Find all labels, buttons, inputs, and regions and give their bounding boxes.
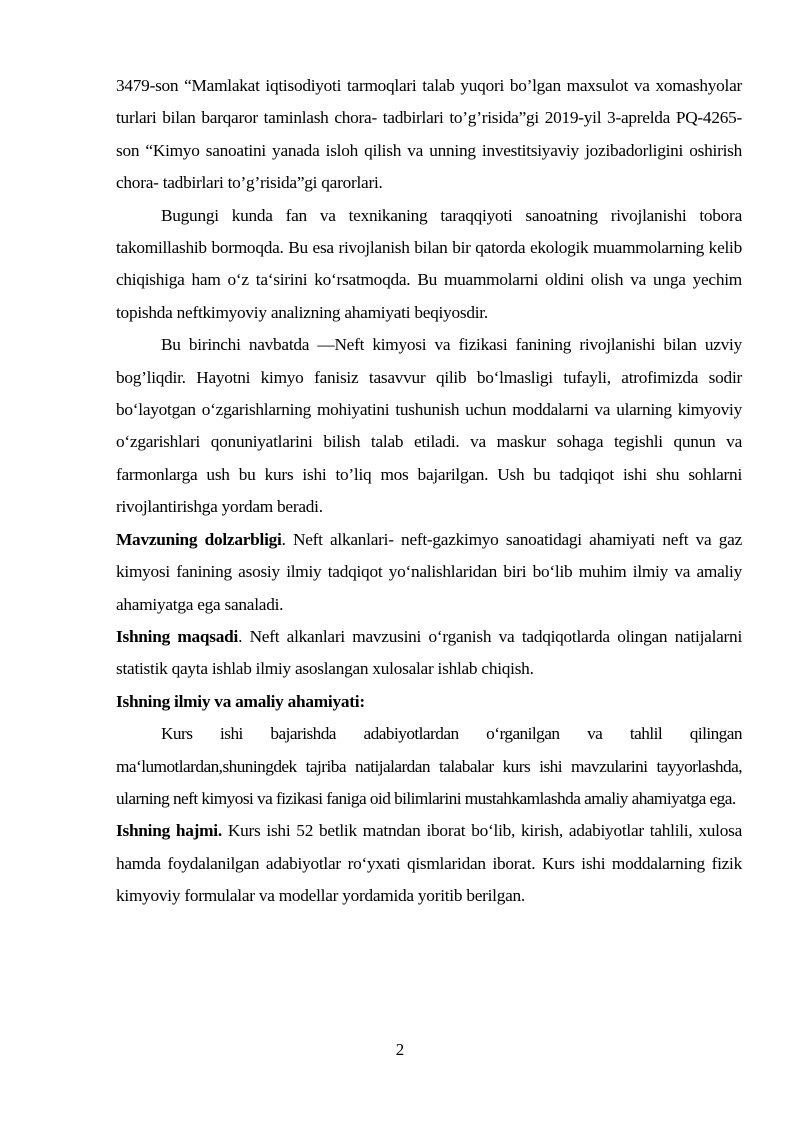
- page-number: 2: [395, 1040, 405, 1059]
- paragraph-chemistry: Bu birinchi navbatda —Neft kimyosi va fizikasi fanining rivojlanishi bilan uzviy bog’liqdir. Hayotni kimyo fanisiz tasavvur qilib bo‘lmasligi tufayli, atrofimizda sodir bo‘layotgan o‘zgarishlarning mohiyatini tushunish uchun moddalarni va ularning kimyoviy o‘zgarishlari qonuniyatlarini bilish talab etiladi. va maskur sohaga tegishli qunun va farmonlarga ush bu kurs ishi to’liq mos bajarilgan. Ush bu tadqiqot ishi shu sohlarni rivojlantirishga yordam beradi.: [116, 335, 742, 517]
- goal-text: . Neft alkanlari mavzusini o‘rganish va tadqiqotlarda olingan natijalarni statistik qayta ishlab ilmiy asoslangan xulosalar ishlab chiqish.: [116, 626, 742, 679]
- section-relevance: [116, 524, 742, 621]
- intro-paragraph: 3479-son “Mamlakat iqtisodiyoti tarmoqlari talab yuqori bo’lgan maxsulot va xomashyolar turlari bilan barqaror taminlash chora- tadbirlari to’g’risida”gi 2019-yil 3-aprelda PQ-4265-son “Kimyo sanoatini yanada isloh qilish va unning investitsiyaviy jozibadorligini oshirish chora- tadbirlari to’g’risida”gi qarorlari.: [116, 76, 742, 193]
- paragraph-progress: Bugungi kunda fan va texnikaning taraqqiyoti sanoatning rivojlanishi tobora takomillashib bormoqda. Bu esa rivojlanish bilan bir qatorda ekologik muammolarning kelib chiqishiga ham o‘z ta‘sirini ko‘rsatmoqda. Bu muammolarni oldini olish va unga yechim topishda neftkimyoviy analizning ahamiyati beqiyosdir.: [116, 205, 742, 322]
- volume-heading: Ishning hajmi.: [116, 821, 222, 841]
- significance-text: Kurs ishi bajarishda adabiyotlardan o‘rganilgan va tahlil qilingan ma‘lumotlardan,shuningdek tajriba natijalardan talabalar kurs ishi mavzularini tayyorlashda, ularning neft kimyosi va fizikasi faniga oid bilimlarini mustahkamlashda amaliy ahamiyatga ega.: [116, 724, 742, 808]
- relevance-heading: Mavzuning dolzarbligi: [116, 529, 282, 549]
- significance-heading: Ishning ilmiy va amaliy ahamiyati:: [116, 691, 365, 711]
- section-goal: [116, 621, 742, 686]
- section-volume: [116, 815, 742, 912]
- document-body: [116, 70, 742, 913]
- goal-heading: Ishning maqsadi: [116, 626, 239, 646]
- volume-text: Kurs ishi 52 betlik matndan iborat bo‘lib, kirish, adabiyotlar tahlili, xulosa hamda foydalanilgan adabiyotlar ro‘yxati qismlaridan iborat. Kurs ishi moddalarning fizik kimyoviy formulalar va modellar yordamida yoritib berilgan.: [116, 821, 742, 906]
- relevance-text: . Neft alkanlari- neft-gazkimyo sanoatidagi ahamiyati neft va gaz kimyosi fanining asosiy ilmiy tadqiqot yo‘nalishlaridan biri bo‘lib muhim ilmiy va amaliy ahamiyatga ega sanaladi.: [116, 529, 742, 614]
- section-significance: [116, 686, 742, 718]
